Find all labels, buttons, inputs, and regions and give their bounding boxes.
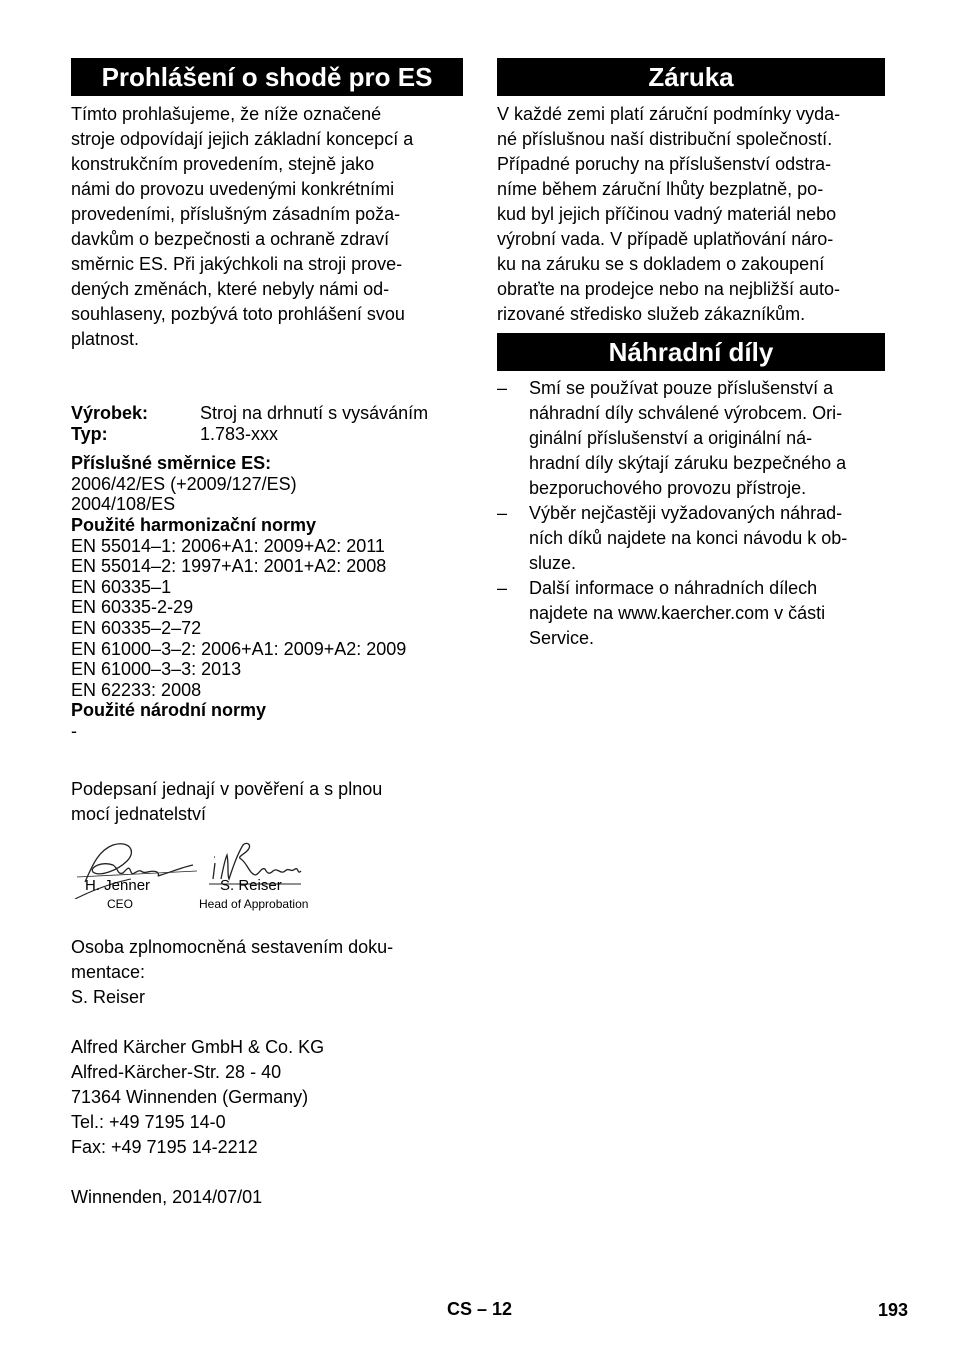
warranty-line: rizované středisko služeb zákazníkům.	[497, 304, 806, 324]
section-page-label: CS – 12	[447, 1299, 513, 1319]
intro-line: Tímto prohlašujeme, že níže označené	[71, 104, 382, 124]
company-address	[71, 1035, 463, 1160]
harmonized-item: EN 60335–1	[71, 576, 172, 597]
warranty-text	[497, 102, 885, 327]
dash-bullet: –	[497, 578, 508, 598]
type-label: Typ:	[71, 423, 108, 444]
place-date: Winnenden, 2014/07/01	[71, 1186, 263, 1207]
intro-line: davkům o bezpečnosti a ochraně zdraví	[71, 229, 390, 249]
list-item	[497, 576, 885, 651]
warranty-line: ku na záruku se s dokladem o zakoupení	[497, 254, 825, 274]
list-item-line: náhradní díly schválené výrobcem. Ori-	[529, 403, 843, 423]
intro-line: dených změnách, které nebyly námi od-	[71, 279, 390, 299]
list-item-line: Smí se používat pouze příslušenství a	[529, 378, 834, 398]
right-column	[497, 58, 885, 651]
declaration-intro	[71, 102, 463, 352]
harmonized-item: EN 60335–2–72	[71, 617, 202, 638]
warranty-line: níme během záruční lhůty bezplatně, po-	[497, 179, 824, 199]
dash-bullet: –	[497, 378, 508, 398]
intro-line: souhlaseny, pozbývá toto prohlášení svou	[71, 304, 405, 324]
warranty-line: kud byl jejich příčinou vadný materiál nebo	[497, 204, 837, 224]
warranty-line: né příslušnou naší distribuční společností.	[497, 129, 833, 149]
signature1-role: CEO	[107, 896, 134, 911]
address-line: Alfred-Kärcher-Str. 28 - 40	[71, 1061, 282, 1082]
page-number: 193	[878, 1300, 909, 1320]
harmonized-item: EN 55014–1: 2006+A1: 2009+A2: 2011	[71, 535, 385, 556]
warranty-line: Případné poruchy na příslušenství odstra-	[497, 154, 832, 174]
type-row	[71, 424, 463, 445]
signature1-name: H. Jenner	[85, 876, 151, 894]
signature2-name: S. Reiser	[220, 876, 282, 894]
signers-text	[71, 777, 463, 827]
directive-item: 2006/42/ES (+2009/127/ES)	[71, 473, 297, 494]
signatures	[71, 839, 463, 931]
list-item-line: ních díků najdete na konci návodu k ob-	[529, 528, 848, 548]
declaration-heading: Prohlášení o shodě pro ES	[71, 58, 463, 96]
doc-person-line: S. Reiser	[71, 986, 146, 1007]
intro-line: provedeními, příslušným zásadním poža-	[71, 204, 401, 224]
harmonized-item: EN 62233: 2008	[71, 679, 202, 700]
list-item-line: sluze.	[529, 553, 577, 573]
product-row	[71, 403, 463, 424]
signers-line: Podepsaní jednají v pověření a s plnou	[71, 778, 383, 799]
list-item-line: ginální příslušenství a originální ná-	[529, 428, 813, 448]
intro-line: konstrukčním provedením, stejně jako	[71, 154, 375, 174]
list-item-line: Výběr nejčastěji vyžadovaných náhrad-	[529, 503, 843, 523]
address-line: Alfred Kärcher GmbH & Co. KG	[71, 1036, 325, 1057]
directive-item: 2004/108/ES	[71, 494, 176, 515]
list-item	[497, 376, 885, 501]
warranty-heading: Záruka	[497, 58, 885, 96]
warranty-line: výrobní vada. V případě uplatňování náro-	[497, 229, 834, 249]
national-heading: Použité národní normy	[71, 700, 267, 721]
warranty-line: V každé zemi platí záruční podmínky vyda-	[497, 104, 841, 124]
standards-block	[71, 453, 463, 741]
product-value: Stroj na drhnutí s vysáváním	[200, 403, 429, 423]
spare-parts-heading: Náhradní díly	[497, 333, 885, 371]
list-item-line: hradní díly skýtají záruku bezpečného a	[529, 453, 847, 473]
harmonized-item: EN 61000–3–2: 2006+A1: 2009+A2: 2009	[71, 638, 407, 659]
national-value: -	[71, 720, 77, 741]
warranty-line: obraťte na prodejce nebo na nejbližší auto-	[497, 279, 840, 299]
intro-line: stroje odpovídají jejich základní koncepcí a	[71, 129, 414, 149]
harmonized-item: EN 55014–2: 1997+A1: 2001+A2: 2008	[71, 556, 387, 577]
intro-line: směrnic ES. Při jakýchkoli na stroji prove-	[71, 254, 403, 274]
declaration-column	[71, 58, 463, 1210]
intro-line: námi do provozu uvedenými konkrétními	[71, 179, 395, 199]
list-item-line: Další informace o náhradních dílech	[529, 578, 818, 598]
type-value: 1.783-xxx	[200, 423, 279, 444]
list-item-line: najdete na www.kaercher.com v části	[529, 603, 826, 623]
product-label: Výrobek:	[71, 403, 149, 423]
list-item-line: Service.	[529, 628, 595, 648]
documentation-person	[71, 935, 463, 1010]
harmonized-item: EN 60335-2-29	[71, 597, 194, 618]
harmonized-item: EN 61000–3–3: 2013	[71, 659, 242, 680]
intro-line: platnost.	[71, 329, 140, 349]
harmonized-heading: Použité harmonizační normy	[71, 514, 317, 535]
directives-heading: Příslušné směrnice ES:	[71, 453, 272, 474]
address-line: 71364 Winnenden (Germany)	[71, 1086, 309, 1107]
signers-line: mocí jednatelství	[71, 803, 207, 824]
list-item	[497, 501, 885, 576]
doc-person-line: Osoba zplnomocněná sestavením doku-	[71, 936, 394, 957]
dash-bullet: –	[497, 503, 508, 523]
product-info	[71, 403, 463, 444]
address-line: Tel.: +49 7195 14-0	[71, 1111, 226, 1132]
doc-person-line: mentace:	[71, 961, 146, 982]
address-line: Fax: +49 7195 14-2212	[71, 1136, 258, 1157]
spare-parts-list	[497, 376, 885, 651]
list-item-line: bezporuchového provozu přístroje.	[529, 478, 807, 498]
signature2-role: Head of Approbation	[199, 896, 309, 911]
